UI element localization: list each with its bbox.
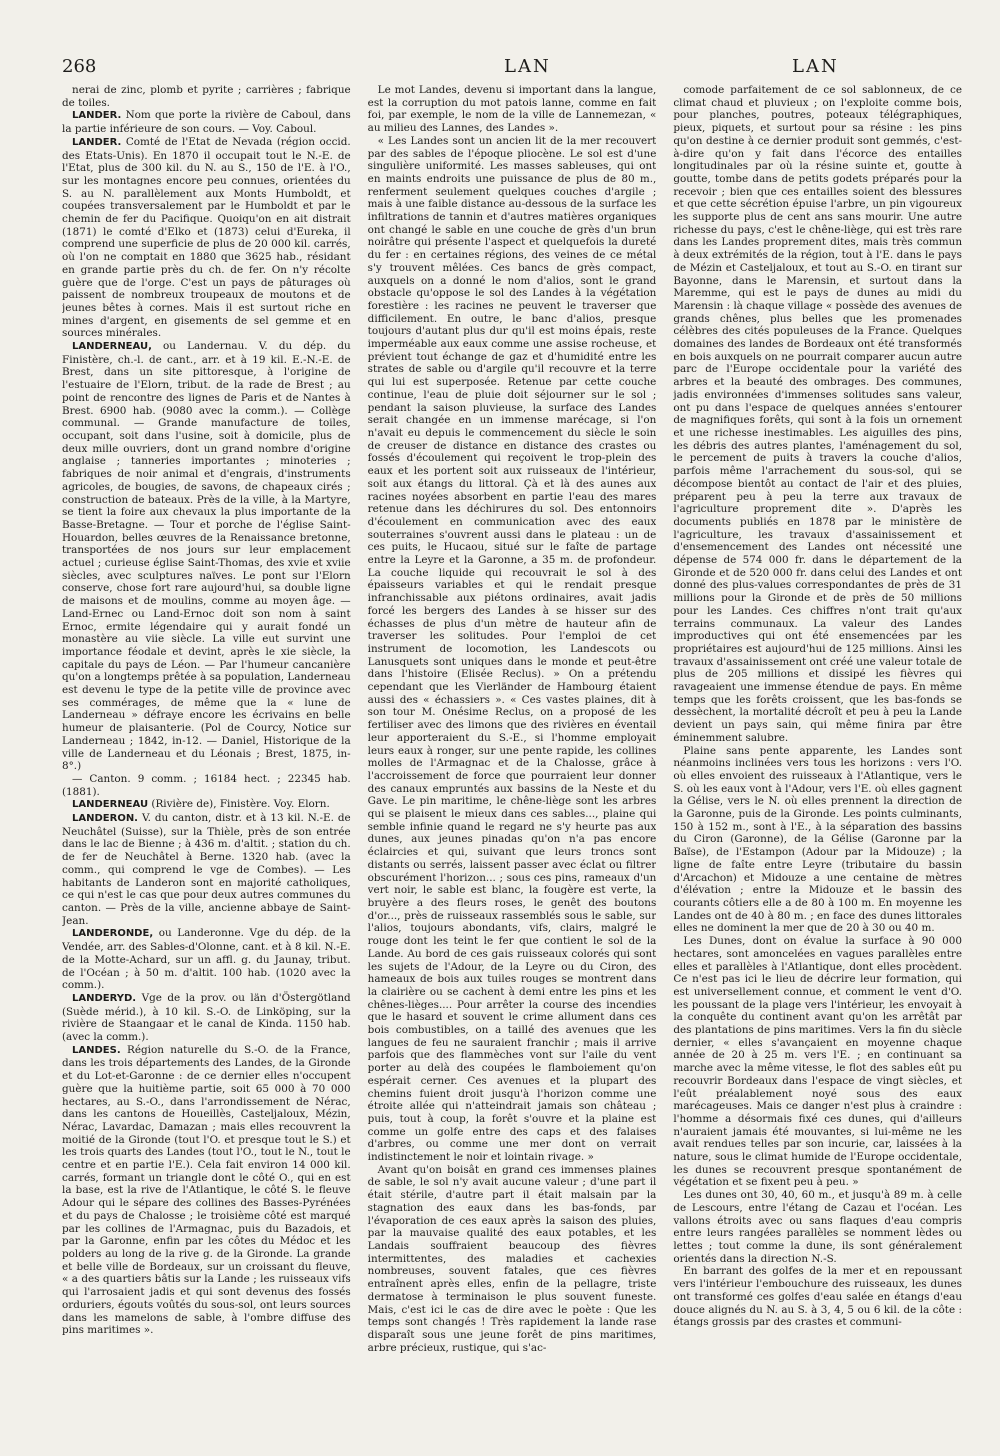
entry-headword: LANDER. xyxy=(72,136,122,148)
paragraph xyxy=(62,773,351,798)
paragraph-text: comode parfaitement de ce sol sablonneux, de ce climat chaud et pluvieux ; on l'exploite comme bois, pour planches, poutres, poteaux télégraphiques, pieux, piquets, et surtout pour sa résine : les pins qu'on destine à ce dernier produit sont gemmés, c'est-à-dire qu'on y fait dans l'écorce des entailles longitudinales par où la résine suinte et, goutte à goutte, tombe dans de petits godets préparés pour la recevoir ; bien que ces entailles soient des blessures et que cette sécrétion épuise l'arbre, un pin vigoureux les supporte plus de cent ans sans mourir. Une autre richesse du pays, c'est le chêne-liège, qui est très rare dans les Landes proprement dites, mais très commun à deux extrémités de la région, tout à l'E. dans le pays de Mézin et Casteljaloux, et tout au S.-O. en tirant sur Bayonne, dans le Marensin, et surtout dans la Maremme, qui est le pays de dunes au midi du Marensin : là chaque village « possède des avenues de grands chênes, plus belles que les promenades célèbres des cités populeuses de la France. Quelques domaines des landes de Bordeaux ont été transformés en bois auxquels on ne pourrait comparer aucun autre parc de l'Europe occidentale pour la variété des arbres et la beauté des ombrages. Des communes, jadis environnées d'immenses solitudes sans valeur, ont pu dans l'espace de quelques années s'entourer de magnifiques forêts, qui sont à la fois un ornement et une richesse inestimables. Les aiguilles des pins, les débris des autres plantes, l'aménagement du sol, le percement de puits à travers la couche d'alios, parfois même l'arrachement du sous-sol, qui se décompose bientôt au contact de l'air et des pluies, préparent peu à peu la terre aux travaux de l'agriculture proprement dite ». D'après les documents publiés en 1878 par le ministère de l'agriculture, les travaux d'assainissement et d'ensemencement des Landes ont nécessité une dépense de 574 000 fr. dans le département de la Gironde et de 520 000 fr. dans celui des Landes et ont donné des plus-values correspondantes de près de 31 millions pour la Gironde et de près de 50 millions pour les Landes. Ces chiffres n'ont trait qu'aux terrains communaux. La valeur des Landes improductives qui ont été ensemencées par les propriétaires est aujourd'hui de 125 millions. Ainsi les travaux d'assainissement ont créé une valeur totale de plus de 205 millions et dissipé les fièvres qui ravageaient une immense étendue de pays. En même temps que les forêts croissent, que les bas-fonds se dessèchent, la mortalité décroît et peu à peu la Lande devient un pays sain, qui même finira par être éminemment salubre. xyxy=(673,84,962,744)
page-header xyxy=(62,56,960,78)
entry-headword: LANDERNEAU xyxy=(72,799,149,811)
paragraph xyxy=(62,340,351,773)
column-1 xyxy=(62,84,351,1374)
entry-headword: LANDERYD. xyxy=(72,992,137,1004)
paragraph xyxy=(368,135,657,1164)
paragraph xyxy=(673,1189,962,1265)
paragraph xyxy=(62,1044,351,1337)
running-head-left: LAN xyxy=(504,56,551,77)
entry-headword: LANDES. xyxy=(72,1044,121,1056)
paragraph xyxy=(62,84,351,109)
paragraph-text: ou Landeronne. Vge du dép. de la Vendée, arr. des Sables-d'Olonne, cant. et à 8 kil. N.-E. de la Motte-Achard, sur un affl. g. du Jaunay, tribut. de l'Océan ; à 50 m. d'altit. 100 hab. (1020 avec la comm.). xyxy=(62,927,351,992)
paragraph-text: Les dunes ont 30, 40, 60 m., et jusqu'à 89 m. à celle de Lescours, entre l'étang de Cazau et l'océan. Les vallons étroits avec ou sans flaques d'eau compris entre leurs rangées parallèles se nomment lèdes ou lettes ; tout comme la dune, ils sont généralement orientés dans la direction N.-S. xyxy=(673,1189,962,1265)
paragraph-text: V. du canton, distr. et à 13 kil. N.-E. de Neuchâtel (Suisse), sur la Thièle, près de son entrée dans le lac de Bienne ; à 436 m. d'altit. ; station du ch. de fer de Neuchâtel à Berne. 1320 hab. (avec la comm., qui comprend le vge de Combes). — Les habitants de Landeron sont en majorité catholiques, ce qui n'est le cas que pour deux autres communes du canton. — Près de la ville, ancienne abbaye de Saint-Jean. xyxy=(62,812,351,927)
entry-headword: LANDERON. xyxy=(72,813,138,825)
paragraph-text: ou Landernau. V. du dép. du Finistère, ch.-l. de cant., arr. et à 19 kil. E.-N.-E. de Brest, dans un site pittoresque, à l'origine de l'estuaire de l'Elorn, tribut. de la rade de Brest ; au point de rencontre des lignes de Paris et de Nantes à Brest. 6900 hab. (9080 avec la comm.). — Collège communal. — Grande manufacture de toiles, occupant, soit dans l'usine, soit à domicile, plus de deux mille ouvriers, dont un grand nombre d'origine anglaise ; tanneries importantes ; minoteries ; fabriques de noir animal et d'engrais, d'instruments agricoles, de bougies, de savons, de chapeaux cirés ; construction de bateaux. Près de la ville, à la Martyre, se tient la foire aux chevaux la plus importante de la Basse-Bretagne. — Tour et porche de l'église Saint-Houardon, belles œuvres de la Renaissance bretonne, transportées de nos jours sur leur emplacement actuel ; curieuse église Saint-Thomas, des xvie et xviie siècles, avec sculptures naïves. Le pont sur l'Elorn conserve, chose fort rare aujourd'hui, sa double ligne de maisons et de moulins, comme au moyen âge. — Land-Ernec ou Land-Ernoc doit son nom à saint Ernoc, ermite légendaire qui y aurait fondé un monastère au viie siècle. La ville eut survint une importance féodale et devint, après le xie siècle, la capitale du pays de Léon. — Par l'humeur cancanière qu'on a longtemps prêtée à sa population, Landerneau est devenu le type de la petite ville de province avec ses commérages, de même que la « lune de Landerneau » défraye encore les écrivains en belle humeur de plaisanterie. (Pol de Courcy, Notice sur Landerneau ; 1842, in-12. — Daniel, Historique de la ville de Landerneau et du Léonais ; Brest, 1875, in-8°.) xyxy=(62,340,351,773)
entry-headword: LANDER. xyxy=(72,110,122,122)
page-number: 268 xyxy=(62,56,97,77)
paragraph xyxy=(62,992,351,1044)
paragraph xyxy=(368,1164,657,1355)
paragraph-text: « Les Landes sont un ancien lit de la mer recouvert par des sables de l'époque pliocène. Le sol est d'une singulière uniformité. Les masses sableuses, qui ont en maints endroits une puissance de plus de 80 m., renferment seulement quelques couches d'argile ; mais à une faible distance au-dessous de la surface les infiltrations de tannin et d'autres matières organiques ont changé le sable en une couche de grès d'un brun noirâtre qui présente l'aspect et quelquefois la dureté du fer : en certaines régions, des veines de ce métal s'y trouvent mêlées. Ces bancs de grès compact, auxquels on a donné le nom d'alios, sont le grand obstacle qu'oppose le sol des Landes à la végétation forestière : les racines ne peuvent le traverser que difficilement. En outre, le banc d'alios, presque toujours d'autant plus dur qu'il est moins épais, reste imperméable aux eaux comme une assise rocheuse, et prévient tout échange de gaz et d'humidité entre les strates de sable ou d'argile qu'il recouvre et la terre qui lui est superposée. Retenue par cette couche continue, l'eau de pluie doit séjourner sur le sol ; pendant la saison pluvieuse, la surface des Landes serait changée en un immense marécage, si l'on n'avait eu depuis le commencement du siècle le soin de creuser de distance en distance des crastes ou fossés d'écoulement qui reçoivent le trop-plein des eaux et les portent soit aux ruisseaux de l'intérieur, soit aux étangs du littoral. Çà et là des aunes aux racines noyées absorbent en partie l'eau des mares retenue dans les déchirures du sol. Des entonnoirs d'écoulement en communication avec des eaux souterraines s'ouvrent aussi dans le plateau : un de ces puits, le Hucaou, situé sur le faîte de partage entre la Leyre et la Garonne, a 35 m. de profondeur. La couche liquide qui recouvrait le sol à des épaisseurs variables et qui le rendait presque infranchissable aux piétons ordinaires, avait jadis forcé les bergers des Landes à se hisser sur des échasses de plus d'un mètre de hauteur afin de traverser les solitudes. Pour l'emploi de cet instrument de locomotion, les Landescots ou Lanusquets sont uniques dans le monde et peut-être dans l'histoire (Elisée Reclus). » On a prétendu cependant que les Vierländer de Hambourg étaient aussi des « échassiers ». « Ces vastes plaines, dit à son tour M. Onésime Reclus, on a proposé de les fertiliser avec des limons que des rivières en éventail leur apporteraient du S.-E., si l'homme employait leurs eaux à ronger, sur une pente rapide, les collines molles de l'Armagnac et de la Chalosse, grâce à l'accroissement de force que pourraient leur donner des canaux empruntés aux bassins de la Neste et du Gave. Le pin maritime, le chêne-liège sont les arbres qui se plaisent le mieux dans ces sables..., plaine qui semble infinie quand le regard ne s'y heurte pas aux dunes, aux jeunes pinadas qu'on n'a pas encore éclaircies et qui, suivant que leurs troncs sont distants ou serrés, laissent passer avec éclat ou filtrer obscurément l'horizon... ; sous ces pins, rameaux d'un vert noir, le sable est blanc, la fougère est verte, la bruyère a des fleurs roses, le genêt des boutons d'or..., près de ruisseaux rassemblés sous le sable, sur l'alios, toujours abondants, vifs, clairs, malgré le rouge dont les teint le fer que contient le sol de la Lande. Au bord de ces gais ruisseaux colorés qui sont les sujets de l'Adour, de la Leyre ou du Ciron, des hameaux de bois aux tuiles rouges se montrent dans la clairière ou se cachent à demi entre les pins et les chênes-lièges.... Pour arrêter la course des incendies que le hasard et souvent le crime allument dans ces bois combustibles, on a taillé des avenues que les langues de feu ne sauraient franchir ; mais il arrive parfois que des flammèches vont sur l'aile du vent porter au delà des coupées le flamboiement qu'on espérait cerner. Ces avenues et la plupart des chemins fuient droit jusqu'à l'horizon comme une étroite allée qui n'atteindrait jamais son château ; puis, tout à coup, la forêt s'ouvre et la plaine est comme un golfe entre des caps et des falaises d'arbres, ou comme une mer dont on verrait indistinctement le noir et lointain rivage. » xyxy=(367,134,657,1164)
paragraph-text: Nom que porte la rivière de Caboul, dans la partie inférieure de son cours. — Voy. Caboul. xyxy=(62,109,351,136)
paragraph-text: Plaine sans pente apparente, les Landes sont néanmoins inclinées vers tous les horizons : vers l'O. où elles envoient des ruisseaux à l'Atlantique, vers le S. où les eaux vont à l'Adour, vers l'E. où elles gagnent la Gélise, vers le N. où elles prennent la direction de la Garonne, puis de la Gironde. Les points culminants, 150 à 152 m., sont à l'E., à la séparation des bassins du Ciron (Garonne), de la Gélise (Garonne par la Baïse), de l'Estampon (Adour par la Midouze) ; la ligne de faîte entre Leyre (tributaire du bassin d'Arcachon) et Midouze a une centaine de mètres d'élévation ; entre la Midouze et le bassin des courants côtiers elle a de 80 à 100 m. En moyenne les Landes ont de 40 à 80 m. ; en face des dunes littorales elles ne dominent la mer que de 20 à 30 ou 40 m. xyxy=(673,744,962,935)
paragraph xyxy=(62,109,351,135)
paragraph-text: Avant qu'on boisât en grand ces immenses plaines de sable, le sol n'y avait aucune valeur ; d'une part il était stérile, d'autre part il était malsain par la stagnation des eaux dans les bas-fonds, par l'évaporation de ces eaux après la saison des pluies, par la mauvaise qualité des eaux potables, et les Landais souffraient beaucoup des fièvres intermittentes, des maladies et cachexies nombreuses, souvent fatales, que ces fièvres entraînent après elles, enfin de la pellagre, triste dermatose à terminaison le plus souvent funeste. Mais, c'est ici le cas de dire avec le poète : Que les temps sont changés ! Très rapidement la lande rase disparaît sous une jeune forêt de pins maritimes, arbre précieux, rustique, qui s'ac- xyxy=(367,1163,657,1354)
paragraph-text: Les Dunes, dont on évalue la surface à 90 000 hectares, sont amoncelées en vagues parallèles entre elles et parallèles à l'Atlantique, dont elles procèdent. Ce n'est pas ici le lieu de décrire leur formation, qui est universellement connue, et comment le vent d'O. les poussant de la plage vers l'intérieur, les envoyait à la conquête du continent avant qu'on les arrêtât par des plantations de pins maritimes. Vers la fin du siècle dernier, « elles s'avançaient en moyenne chaque année de 20 à 25 m. vers l'E. ; en continuant sa marche avec la même vitesse, le flot des sables eût pu recouvrir Bordeaux dans l'espace de vingt siècles, et l'eût préalablement noyé sous des eaux marécageuses. Mais ce danger n'est plus à craindre : l'homme a désormais fixé ces dunes, qui d'ailleurs n'auraient jamais été mouvantes, si lui-même ne les avait rendues telles par son incurie, car, laissées à la nature, sous le climat humide de l'Europe occidentale, les dunes se recouvrent presque spontanément de végétation et se fixent peu à peu. » xyxy=(673,935,962,1189)
paragraph xyxy=(368,84,657,135)
paragraph-text: Région naturelle du S.-O. de la France, dans les trois départements des Landes, de la Gironde et du Lot-et-Garonne : de ce dernier elles n'occupent guère que la huitième partie, soit 65 000 à 70 000 hectares, au S.-O., dans l'arrondissement de Nérac, dans les cantons de Houeillès, Casteljaloux, Mézin, Nérac, Lavardac, Damazan ; mais elles recouvrent la moitié de la Gironde (tout l'O. et presque tout le S.) et les trois quarts des Landes (tout l'O., tout le N., tout le centre et en partie l'E.). Cela fait environ 14 000 kil. carrés, formant un triangle dont le côté O., qui en est la base, est la rive de l'Atlantique, le côté S. le fleuve Adour qui le sépare des collines des Basses-Pyrénées et du pays de Chalosse ; le troisième côté est marqué par les collines de l'Armagnac, puis du Bazadois, et par la Garonne, enfin par les côtes du Médoc et les polders au long de la rive g. de la Gironde. La grande et belle ville de Bordeaux, sur un croissant du fleuve, « a des quartiers bâtis sur la Lande ; les ruisseaux vifs qui l'arrosaient jadis et qui sont devenus des fossés orduriers, égouts voûtés du sous-sol, ont leurs sources dans les mamelons de sable, à l'ombre diffuse des pins maritimes ». xyxy=(62,1043,351,1337)
text-columns xyxy=(62,84,962,1374)
column-2 xyxy=(368,84,657,1374)
paragraph xyxy=(62,136,351,340)
paragraph xyxy=(62,812,351,927)
paragraph xyxy=(62,927,351,992)
paragraph xyxy=(62,798,351,812)
running-head-right: LAN xyxy=(792,56,839,77)
entry-headword: LANDERNEAU, xyxy=(72,341,152,353)
paragraph-text: Vge de la prov. ou län d'Östergötland (Suède mérid.), à 10 kil. S.-O. de Linköping, sur la rivière de Staangaar et le canal de Kinda. 1150 hab. (avec la comm.). xyxy=(62,991,351,1044)
paragraph-text: (Rivière de), Finistère. Voy. Elorn. xyxy=(151,798,330,811)
paragraph-text: En barrant des golfes de la mer et en repoussant vers l'intérieur l'embouchure des ruisseaux, les dunes ont transformé ces golfes d'eau salée en étangs d'eau douce alignés du N. au S. à 3, 4, 5 ou 6 kil. de la côte : étangs grossis par des crastes et communi- xyxy=(673,1265,962,1329)
paragraph xyxy=(673,1265,962,1329)
paragraph xyxy=(673,84,962,745)
paragraph xyxy=(673,935,962,1189)
paragraph-text: — Canton. 9 comm. ; 16184 hect. ; 22345 hab. (1881). xyxy=(62,772,351,798)
paragraph xyxy=(673,745,962,936)
paragraph-text: Le mot Landes, devenu si important dans la langue, est la corruption du mot patois lanne, comme en fait foi, par exemple, le nom de la ville de Lannemezan, « au milieu des Lannes, des Landes ». xyxy=(367,84,657,135)
entry-headword: LANDERONDE, xyxy=(72,928,154,940)
paragraph-text: Comté de l'Etat de Nevada (région occid. des Etats-Unis). En 1870 il occupait tout le N.-E. de l'Etat, plus de 300 kil. du N. au S., 150 de l'E. à l'O., sur les montagnes encore peu connues, orientées du S. au N. parallèlement aux Monts Humboldt, et coupées transversalement par le Humboldt et par le chemin de fer du Pacifique. Quoiqu'on en ait distrait (1871) le comté d'Elko et (1873) celui d'Eureka, il comprend une superficie de plus de 20 000 kil. carrés, où l'on ne comptait en 1880 que 3625 hab., résidant en grande partie près du ch. de fer. On n'y récolte guère que de l'orge. C'est un pays de pâturages où paissent de nombreux troupeaux de moutons et de jeunes bêtes à cornes. Mais il est surtout riche en mines d'argent, en gisements de sel gemme et en sources minérales. xyxy=(62,135,351,340)
column-3 xyxy=(673,84,962,1374)
paragraph-text: nerai de zinc, plomb et pyrite ; carrières ; fabrique de toiles. xyxy=(62,84,351,109)
